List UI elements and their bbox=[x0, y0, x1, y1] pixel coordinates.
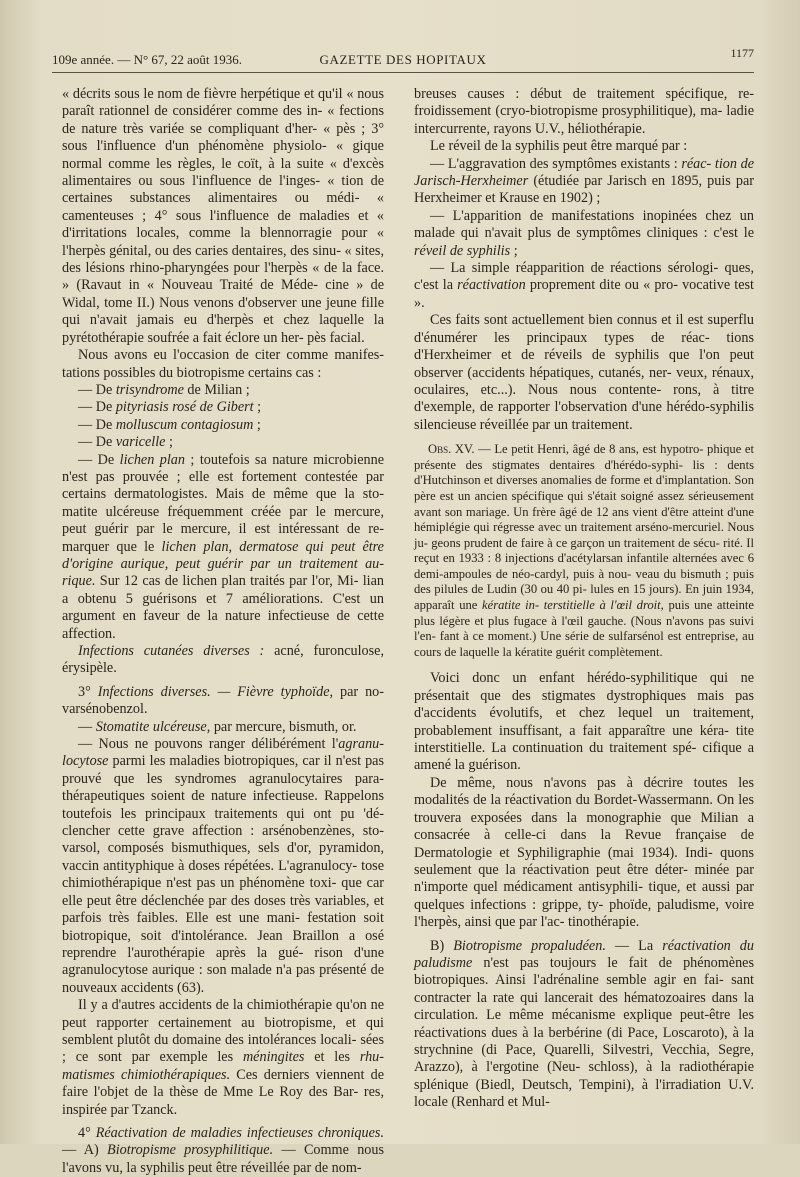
paragraph-reactivation: 4° Réactivation de maladies infectieuses chroniques. — A) Biotropisme prosyphilitique. — Comme nous l'avons vu, la syphilis peut être réveillée par de nom- bbox=[62, 1124, 385, 1176]
paragraph-voici-donc: Voici donc un enfant hérédo-syphilitique qui ne présentait que des stigmates dystrophiques mais pas d'accidents évolutifs, et chez lequel un traitement, probablement insuffisant, a fait apparaître une kéra- tite interstitielle. La continuation du traitement spé- cifique a amené la guérison. bbox=[414, 670, 754, 774]
list-item-molluscum: — De molluscum contagiosum ; bbox=[78, 416, 261, 433]
herpes-quote: « décrits sous le nom de fièvre herpétique et qu'il « nous paraît rationnel de considérer comme des in- « fections de nature très variée se compliquant d'her- « pès ; 3° sous l'influence d'un phénomène physiolo- « gique normal comme les règles, le coït, à la suite « d'excès alimentaires ou sous l'influence de l'inges- « tion de certaines substances alimentaires ou médi- « camenteuses ; 4° sous l'influence de maladies et « d'irritations locales, comme la blennorragie pour « l'herpès génital, ou des caries dentaires, des sinu- « sites, des lésions rhino-pharyngées pour l'herpès « de la face. » (Ravaut in « Nouveau Traité de Méde- cine » de Widal, tome II.) Nous venons d'observer une jeune fille qui n'avait jamais eu d'herpès et chez laquelle la pyrétothérapie soufrée a fait éclore un her- pès facial. bbox=[62, 86, 384, 346]
paragraph-agranulocytose: — Nous ne pouvons ranger délibérément l'agranu- locytose parmi les maladies biotropiques, car il n'est pas prouvé que les syndromes agranulocytaires para- thérapeutiques soient de nature infectieuse. Rappelons toutefois les principaux traitements qui ont pu 'dé- clencher cette grave affection : arsénobenzènes, sto- varsol, composés bismuthiques, sels d'or, pyramidon, vaccin antityphique à doses répétées. L'agranulocy- tose chimiothérapique n'est pas un phénomène toxi- que car elle peut être déclenchée par des doses très variables, et parfois très faibles. Elle est une mani- festation soit biotropique, soit d'intolérance. Jean Braillon a osé reprendre l'aurothérapie après la gué- rison d'une agranulocytose aurique : son malade n'a pas présenté de nouveaux accidents (63). bbox=[62, 736, 384, 996]
observation-label: Obs. XV. bbox=[428, 442, 475, 457]
observation-xv: Obs. XV. — Le petit Henri, âgé de 8 ans, est hypotro- phique et présente des stigmates dentaires d'hérédo-syphi- lis : dents d'Hutchinson et diverses anomalies de forme et d'implantation. Son père est un ancien spécifique qui s'était soigné assez sérieusement avant son mariage. Un frère âgé de 12 ans vient d'être atteint d'une hémiplégie qui régresse avec un traitement arséno-mercuriel. Nous ju- geons prudent de faire à ce garçon un traitement de sécu- rité. Il reçut en 1933 : 8 injections d'acétylarsan infantile alternées avec 6 demi-ampoules de néo-cardyl, puis à nou- veau du bismuth ; puis des pilules de Ludin (30 ou 40 pi- lules en 15 jours). En juin 1934, apparaît une kératite in- terstitielle à l'œil droit, puis une atteinte plus légère et plus fugace à l'œil gauche. (Nous n'avons pas suivi l'en- fant à ce moment.) Une série de sulfarsénol est entreprise, au cours de laquelle la kératite guérit complètement. bbox=[414, 442, 754, 659]
paragraph-infections-cutanees: Infections cutanées diverses : acné, furonculose, érysipèle. bbox=[62, 643, 384, 677]
list-item-apparition: — L'apparition de manifestations inopinées chez un malade qui n'avait plus de symptômes cliniques : c'est le réveil de syphilis ; bbox=[414, 207, 754, 259]
paragraph-chimiotherapie: Il y a d'autres accidents de la chimiothérapie qu'on ne peut rapporter certainement au biotropisme, et qui semblent plutôt du domaine des intolérances locali- sées ; ce sont par exemple les méningites et les rhu- matismes chimiothérapiques. Ces derniers viennent de faire l'objet de la thèse de Mme Le Roy des Bar- res, inspirée par Tzanck. bbox=[62, 997, 384, 1118]
list-item-varicelle: — De varicelle ; bbox=[78, 434, 173, 451]
paragraph-reveil: Le réveil de la syphilis peut être marqué par : bbox=[430, 138, 688, 155]
paragraph-stomatite: — Stomatite ulcéreuse, par mercure, bismuth, or. bbox=[78, 718, 357, 735]
list-item-pityriasis: — De pityriasis rosé de Gibert ; bbox=[78, 399, 262, 416]
paragraph-faits-connus: Ces faits sont actuellement bien connus et il est superflu d'énumérer les principaux types de réac- tions d'Herxheimer et de réveils de syphilis que l'on peut observer (accidents hépatiques, cutanés, ner- veux, rénaux, oculaires, etc...). Nous nous contente- rons, à titre d'exemple, de rapporter l'observation d'une hérédo-syphilis silencieuse réveillée par un traitement. bbox=[414, 312, 754, 433]
list-item-reapparition: — La simple réapparition de réactions sérologi- ques, c'est la réactivation proprement dite ou « pro- vocative test ». bbox=[414, 260, 754, 311]
right-column bbox=[414, 86, 754, 1112]
paragraph-causes: breuses causes : début de traitement spécifique, re- froidissement (cryo-biotropisme prosyphilitique), ma- ladie intercurrente, rayons U.V., héliothérapie. bbox=[414, 86, 754, 137]
journal-title: GAZETTE DES HOPITAUX bbox=[319, 52, 487, 67]
paragraph-lichen-plan: — De lichen plan ; toutefois sa nature microbienne n'est pas prouvée ; elle est fortement contestée par certains dermatologistes. Mais de même que la sto- matite ulcéreuse fréquemment créée par le mercure, peut guérir par le mercure, il est intéressant de re- marquer que le lichen plan, dermatose qui peut être d'origine aurique, peut guérir par un traitement au- rique. Sur 12 cas de lichen plan traités par l'or, Mi- lian a obtenu 5 guérisons et 7 améliorations. C'est un argument en faveur de la nature infectieuse de cette affection. bbox=[62, 451, 384, 642]
page-number: 1177 bbox=[730, 46, 754, 60]
list-item-aggravation: — L'aggravation des symptômes existants : réac- tion de Jarisch-Herxheimer (étudiée par Jarisch en 1895, puis par Herxheimer et Krause en 1902) ; bbox=[414, 155, 754, 207]
list-item-trisyndrome: — De trisyndrome de Milian ; bbox=[78, 381, 250, 398]
running-header bbox=[52, 48, 754, 73]
paragraph-propaludeen: B) Biotropisme propaludéen. — La réactivation du paludisme n'est pas toujours le fait de phénomènes biotropiques. Ainsi l'adrénaline semble agir en fai- sant contracter la rate qui lancerait des hématozoaires dans la circulation. Le même mécanisme explique peut-être les réactivations dues à la berbérine (di Pace, Loscaroto), à la strychnine (di Pace, Quarelli, Silvestri, Vecchia, Segre, Arazzo), à l'ergotine (Neu- schloss), à la radiothérapie splénique (Biedl, Deutsch, Tempini), à l'irradiation U.V. locale (Renhard et Mul- bbox=[414, 937, 754, 1111]
issue-info: 109e année. — N° 67, 22 août 1936. bbox=[52, 52, 243, 67]
left-column bbox=[62, 86, 384, 1177]
paragraph-biotropism-cases: Nous avons eu l'occasion de citer comme manifes- tations possibles du biotropisme certains cas : bbox=[62, 347, 384, 381]
paragraph-de-meme: De même, nous n'avons pas à décrire toutes les modalités de la réactivation du Bordet-Wassermann. On les trouvera exposées dans la monographie que Milian a consacrée à celle-ci dans la Revue française de Dermatologie et Syphiligraphie (mai 1934). Indi- quons seulement que la réactivation peut être déter- minée par n'importe quel médicament antisyphili- tique, et aussi par quelques infections : grippe, ty- phoïde, paludisme, voire l'herpès, ainsi que par l'ac- tinothérapie. bbox=[414, 774, 754, 931]
paragraph-infections-diverses: 3° Infections diverses. — Fièvre typhoïde, par no- varsénobenzol. bbox=[62, 683, 385, 718]
